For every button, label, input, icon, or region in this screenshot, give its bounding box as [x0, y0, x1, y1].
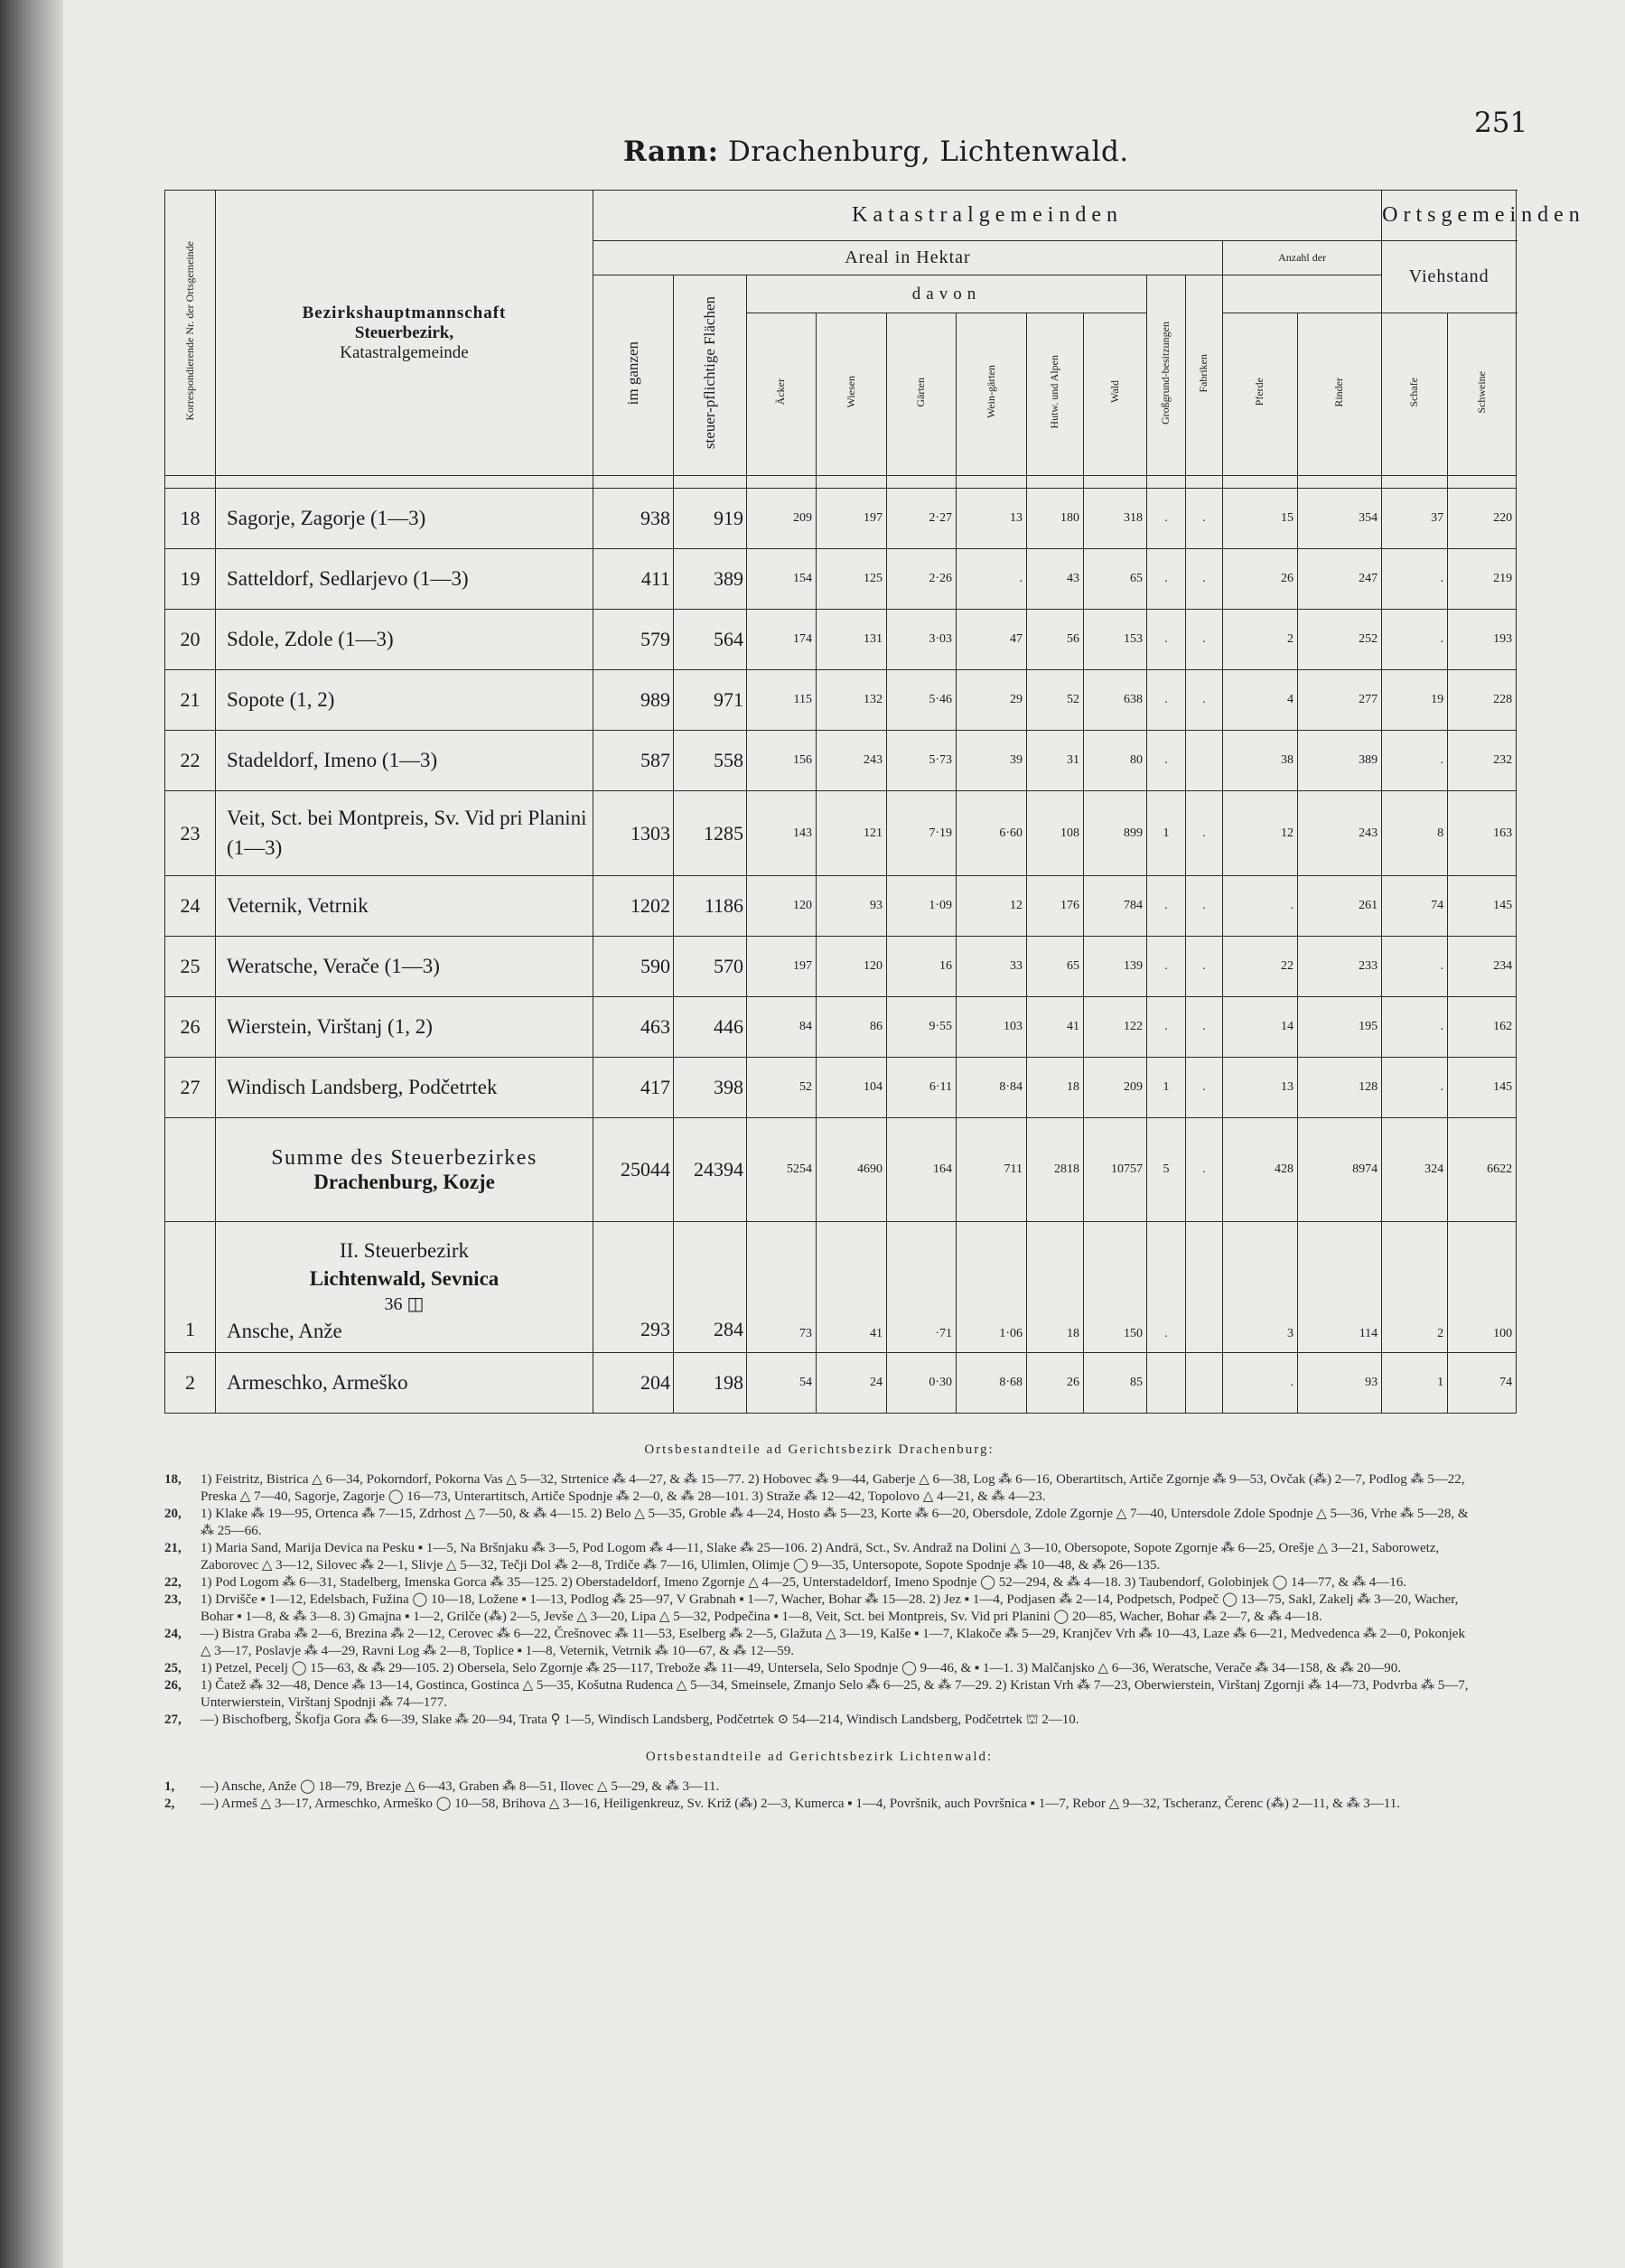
cell-gross: . [1147, 937, 1186, 997]
davon-header: davon [747, 275, 1147, 313]
cell-wiesen: 104 [817, 1058, 887, 1118]
summe-cell-steuer: 24394 [674, 1118, 747, 1222]
cell-steuer: 398 [674, 1058, 747, 1118]
page-header [0, 107, 1625, 181]
cell-rinder: 277 [1298, 670, 1382, 731]
cell-schafe: . [1382, 997, 1448, 1058]
summe-cell-wald: 10757 [1084, 1118, 1147, 1222]
cell-hutw: 31 [1027, 731, 1084, 791]
note-text: 1) Čatež ⁂ 32—48, Dence ⁂ 13—14, Gostinca, Gostinca △ 5—35, Košutna Rudenca △ 5—34, Smeinsele, Zmanjo Selo ⁂ 6—25, & ⁂ 7—29. 2) Kristan Vrh ⁂ 7—23, Oberwierstein, Virštanj Zgornji ⁂ 14—73, Podvrba ⁂ 5—7, Unterwierstein, Virštanj Spodnji ⁂ 74—177. [201, 1678, 1469, 1710]
cell-rinder: 243 [1298, 791, 1382, 876]
cell-pferde: . [1223, 876, 1298, 937]
cell-schafe: 8 [1382, 791, 1448, 876]
cell-rinder: 389 [1298, 731, 1382, 791]
col-pferde: Pferde [1223, 313, 1298, 476]
cell-pferde: 15 [1223, 489, 1298, 549]
summe-cell-ganz: 25044 [593, 1118, 674, 1222]
cell-rinder: 195 [1298, 997, 1382, 1058]
col-grossgrund: Großgrund-besitzungen [1147, 275, 1186, 476]
cell-gross: . [1147, 549, 1186, 610]
cell-aecker: 52 [747, 1058, 817, 1118]
row-number: 27 [165, 1058, 216, 1118]
cell-wald: 784 [1084, 876, 1147, 937]
cell-rinder: 128 [1298, 1058, 1382, 1118]
row-number: 26 [165, 997, 216, 1058]
cell-aecker: 120 [747, 876, 817, 937]
table-row [165, 549, 1517, 610]
cell-ganz: 1202 [593, 876, 674, 937]
cell-schafe: 74 [1382, 876, 1448, 937]
cell-aecker: 209 [747, 489, 817, 549]
summe-cell-gross: 5 [1147, 1118, 1186, 1222]
note-item [164, 1626, 1474, 1660]
anzahl-header: Anzahl der [1223, 241, 1382, 275]
cell-schweine: 232 [1448, 731, 1517, 791]
katastralgemeinde-name: Sopote (1, 2) [216, 670, 593, 731]
cell-aecker: 154 [747, 549, 817, 610]
cell-pferde: 14 [1223, 997, 1298, 1058]
katastralgemeinde-name: Stadeldorf, Imeno (1—3) [216, 731, 593, 791]
cell-fabr: . [1186, 876, 1223, 937]
note-item [164, 1591, 1474, 1626]
summe-cell-aecker: 5254 [747, 1118, 817, 1222]
cell-ganz: 293 [593, 1222, 674, 1353]
cell-wein: 8·68 [957, 1353, 1027, 1414]
cell-fabr: . [1186, 489, 1223, 549]
col-wiesen: Wiesen [817, 313, 887, 476]
cell-steuer: 971 [674, 670, 747, 731]
col-fabriken: Fabriken [1186, 275, 1223, 476]
cell-gaerten: 2·27 [887, 489, 957, 549]
note-item [164, 1540, 1474, 1574]
katastralgemeinde-name: Armeschko, Armeško [216, 1353, 593, 1414]
note-key: 26, [164, 1678, 182, 1693]
note-key: 24, [164, 1627, 182, 1641]
cell-gross: . [1147, 489, 1186, 549]
note-key: 25, [164, 1661, 182, 1675]
cell-schweine: 162 [1448, 997, 1517, 1058]
cell-aecker: 84 [747, 997, 817, 1058]
table-row [165, 670, 1517, 731]
col-schafe: Schafe [1382, 313, 1448, 476]
cell-gaerten: 2·26 [887, 549, 957, 610]
cell-gross: . [1147, 670, 1186, 731]
cell-wald: 85 [1084, 1353, 1147, 1414]
note-item [164, 1660, 1474, 1677]
row-number: 1 [165, 1222, 216, 1353]
cell-schweine: 74 [1448, 1353, 1517, 1414]
summe-cell-rinder: 8974 [1298, 1118, 1382, 1222]
katastralgemeinde-name: Sagorje, Zagorje (1—3) [216, 489, 593, 549]
note-text: —) Armeš △ 3—17, Armeschko, Armeško ◯ 10—58, Brihova △ 3—16, Heiligenkreuz, Sv. Križ (⁂) 2—3, Kumerca ▪ 1—4, Površnik, auch Površnica ▪ 1—7, Rebor △ 9—32, Tscheranz, Čerenc (⁂) 2—11, & ⁂ 3—11. [201, 1797, 1400, 1811]
cell-wald: 638 [1084, 670, 1147, 731]
cell-gaerten: 0·30 [887, 1353, 957, 1414]
summe-cell-fabr: . [1186, 1118, 1223, 1222]
cell-wein: 29 [957, 670, 1027, 731]
cell-gross: . [1147, 876, 1186, 937]
summe-cell-pferde: 428 [1223, 1118, 1298, 1222]
katastralgemeinden-header: Katastralgemeinden [593, 191, 1382, 241]
cell-schweine: 163 [1448, 791, 1517, 876]
cell-fabr: . [1186, 670, 1223, 731]
note-text: —) Bistra Graba ⁂ 2—6, Brezina ⁂ 2—12, Cerovec ⁂ 6—22, Črešnovec ⁂ 11—53, Eselberg ⁂ 2—5, Glažuta △ 3—19, Kalše ▪ 1—7, Klakoče ⁂ 5—29, Kranjčev Vrh ⁂ 10—43, Laze ⁂ 6—21, Medvedenca ⁂ 2—0, Pokonjek △ 3—17, Poslavje ⁂ 4—29, Ravni Log ⁂ 2—8, Toplice ▪ 1—8, Veternik, Vetrnik ⁂ 10—67, & ⁂ 12—59. [201, 1627, 1465, 1658]
summe-row [165, 1118, 1517, 1222]
col-weingaerten: Wein-gärten [957, 313, 1027, 476]
notes-heading-lichtenwald: Ortsbestandteile ad Gerichtsbezirk Lichtenwald: [645, 1750, 994, 1764]
cell-pferde: 13 [1223, 1058, 1298, 1118]
note-text: 1) Pod Logom ⁂ 6—31, Stadelberg, Imenska Gorca ⁂ 35—125. 2) Oberstadeldorf, Imeno Zgornje △ 4—25, Unterstadeldorf, Imeno Spodnje ◯ 52—294, & ⁂ 4—18. 3) Taubendorf, Golobinjek ◯ 14—77, & ⁂ 4—16. [201, 1575, 1406, 1590]
cell-fabr [1186, 1222, 1223, 1353]
cell-rinder: 93 [1298, 1353, 1382, 1414]
col-nr-header: Korrespondierende Nr. der Ortsgemeinde [165, 191, 216, 476]
cell-hutw: 26 [1027, 1353, 1084, 1414]
cell-wald: 153 [1084, 610, 1147, 670]
cell-wald: 65 [1084, 549, 1147, 610]
summe-cell-schweine: 6622 [1448, 1118, 1517, 1222]
cell-aecker: 54 [747, 1353, 817, 1414]
cell-schweine: 193 [1448, 610, 1517, 670]
cell-gaerten: 6·11 [887, 1058, 957, 1118]
note-key: 27, [164, 1713, 182, 1727]
cell-wein: 39 [957, 731, 1027, 791]
note-text: 1) Petzel, Pecelj ◯ 15—63, & ⁂ 29—105. 2) Obersela, Selo Zgornje ⁂ 25—117, Trebože ⁂ 11—49, Untersela, Selo Spodnje ◯ 9—46, & ▪ 1—1. 3) Malčanjsko △ 6—36, Weratsche, Verače ⁂ 34—158, & ⁂ 20—90. [201, 1661, 1402, 1675]
col-schweine: Schweine [1448, 313, 1517, 476]
summe-cell-hutw: 2818 [1027, 1118, 1084, 1222]
cell-wiesen: 120 [817, 937, 887, 997]
note-item [164, 1778, 1474, 1796]
cell-gross: . [1147, 610, 1186, 670]
cell-wald: 318 [1084, 489, 1147, 549]
cell-wein: 1·06 [957, 1222, 1027, 1353]
cell-aecker: 156 [747, 731, 817, 791]
col-hutweiden: Hutw. und Alpen [1027, 313, 1084, 476]
cell-gaerten: 7·19 [887, 791, 957, 876]
cell-wald: 139 [1084, 937, 1147, 997]
cell-wein: 103 [957, 997, 1027, 1058]
note-item [164, 1712, 1474, 1729]
cell-hutw: 52 [1027, 670, 1084, 731]
cell-ganz: 938 [593, 489, 674, 549]
row-number: 21 [165, 670, 216, 731]
cell-gaerten: 9·55 [887, 997, 957, 1058]
cell-schweine: 228 [1448, 670, 1517, 731]
cell-schweine: 145 [1448, 1058, 1517, 1118]
notes-list-lichtenwald [164, 1778, 1474, 1813]
table-row [165, 997, 1517, 1058]
cell-pferde: . [1223, 1353, 1298, 1414]
cell-fabr [1186, 1353, 1223, 1414]
cell-aecker: 115 [747, 670, 817, 731]
notes-heading-drachenburg: Ortsbestandteile ad Gerichtsbezirk Drachenburg: [644, 1442, 995, 1457]
cell-hutw: 18 [1027, 1058, 1084, 1118]
cell-pferde: 4 [1223, 670, 1298, 731]
page-number: 251 [1474, 107, 1528, 139]
cell-fabr: . [1186, 997, 1223, 1058]
running-title-bold: Rann: [623, 135, 719, 168]
katastralgemeinde-name: Wierstein, Virštanj (1, 2) [216, 997, 593, 1058]
cell-pferde: 2 [1223, 610, 1298, 670]
cell-schafe: . [1382, 731, 1448, 791]
cell-wald: 80 [1084, 731, 1147, 791]
table-row [165, 1058, 1517, 1118]
cell-aecker: 174 [747, 610, 817, 670]
cell-gaerten: 16 [887, 937, 957, 997]
viehstand-header: Viehstand [1382, 241, 1517, 313]
table-row [165, 489, 1517, 549]
table-row [165, 610, 1517, 670]
cell-ganz: 587 [593, 731, 674, 791]
cell-pferde: 3 [1223, 1222, 1298, 1353]
table-row [165, 1353, 1517, 1414]
cell-steuer: 284 [674, 1222, 747, 1353]
cell-hutw: 18 [1027, 1222, 1084, 1353]
cell-schweine: 219 [1448, 549, 1517, 610]
cell-fabr: . [1186, 791, 1223, 876]
row-number: 20 [165, 610, 216, 670]
cell-wiesen: 197 [817, 489, 887, 549]
row-number: 22 [165, 731, 216, 791]
table-row [165, 876, 1517, 937]
cell-wiesen: 243 [817, 731, 887, 791]
ortsgemeinden-header: Ortsgemeinden [1382, 191, 1517, 241]
cell-wiesen: 131 [817, 610, 887, 670]
cell-wein: 33 [957, 937, 1027, 997]
note-key: 2, [164, 1797, 175, 1811]
table-body [165, 476, 1517, 1414]
cell-hutw: 180 [1027, 489, 1084, 549]
note-text: 1) Feistritz, Bistrica △ 6—34, Pokorndorf, Pokorna Vas △ 5—32, Strtenice ⁂ 4—27, & ⁂ 15—77. 2) Hobovec ⁂ 9—44, Gaberje △ 6—38, Log ⁂ 6—16, Oberartitsch, Artiče Zgornje ⁂ 9—53, Ovčak (⁂) 2—7, Podlog ⁂ 5—22, Preska △ 7—40, Sagorje, Zagorje ◯ 16—73, Unterartitsch, Artiče Spodnje ⁂ 2—0, & ⁂ 28—101. 3) Straže ⁂ 12—42, Topolovo △ 4—21, & ⁂ 4—23. [201, 1472, 1465, 1504]
katastralgemeinde-name: Veternik, Vetrnik [216, 876, 593, 937]
cell-pferde: 12 [1223, 791, 1298, 876]
cell-schweine: 234 [1448, 937, 1517, 997]
note-text: 1) Maria Sand, Marija Devica na Pesku ▪ 1—5, Na Bršnjaku ⁂ 3—5, Pod Logom ⁂ 4—11, Slake ⁂ 25—106. 2) Andrä, Sct., Sv. Andraž na Dolini △ 3—10, Obersopote, Sopote Zgornje ⁂ 6—25, Orešje △ 3—21, Saborowetz, Zaborovec △ 3—12, Silovec ⁂ 2—1, Slivje △ 5—32, Tečji Dol ⁂ 2—8, Trdiče ⁂ 7—16, Ulimlen, Olimje ◯ 9—35, Untersopote, Sopote Spodnje ⁂ 10—48, & ⁂ 26—135. [201, 1541, 1440, 1573]
book-spine-shadow [0, 0, 63, 2268]
row-number: 24 [165, 876, 216, 937]
cell-schafe: . [1382, 549, 1448, 610]
cell-aecker: 73 [747, 1222, 817, 1353]
cell-ganz: 417 [593, 1058, 674, 1118]
cell-ganz: 1303 [593, 791, 674, 876]
areal-header: Areal in Hektar [593, 241, 1223, 275]
running-title-rest: Drachenburg, Lichtenwald. [727, 135, 1129, 168]
cell-rinder: 261 [1298, 876, 1382, 937]
col-wald: Wald [1084, 313, 1147, 476]
note-item [164, 1506, 1474, 1540]
cell-gaerten: 3·03 [887, 610, 957, 670]
cell-fabr [1186, 731, 1223, 791]
cell-steuer: 570 [674, 937, 747, 997]
cell-ganz: 204 [593, 1353, 674, 1414]
cell-rinder: 354 [1298, 489, 1382, 549]
note-item [164, 1677, 1474, 1712]
row-number: 23 [165, 791, 216, 876]
note-text: —) Ansche, Anže ◯ 18—79, Brezje △ 6—43, Graben ⁂ 8—51, Ilovec △ 5—29, & ⁂ 3—11. [201, 1779, 720, 1794]
row-number: 25 [165, 937, 216, 997]
cell-wald: 150 [1084, 1222, 1147, 1353]
note-text: 1) Drvišče ▪ 1—12, Edelsbach, Fužina ◯ 10—18, Ložene ▪ 1—13, Podlog ⁂ 25—97, V Grabnah ▪ 1—7, Wacher, Bohar ⁂ 15—28. 2) Jez ▪ 1—4, Podjasen ⁂ 2—14, Podpetsch, Podpeč ◯ 13—75, Sakl, Zakelj ⁂ 3—20, Wacher, Bohar ▪ 1—8, & ⁂ 3—8. 3) Gmajna ▪ 1—2, Grilče (⁂) 2—5, Jevše △ 3—20, Lipa △ 5—32, Podpečina ▪ 1—8, Veit, Sct. bei Montpreis, Sv. Vid pri Planini ◯ 20—85, Wacher, Bohar ⁂ 2—7, & ⁂ 4—18. [201, 1592, 1459, 1624]
row-number: 2 [165, 1353, 216, 1414]
col-aecker: Äcker [747, 313, 817, 476]
cell-wein: 8·84 [957, 1058, 1027, 1118]
katastralgemeinde-name: Windisch Landsberg, Podčetrtek [216, 1058, 593, 1118]
cell-pferde: 22 [1223, 937, 1298, 997]
cell-hutw: 65 [1027, 937, 1084, 997]
note-text: 1) Klake ⁂ 19—95, Ortenca ⁂ 7—15, Zdrhost △ 7—50, & ⁂ 4—15. 2) Belo △ 5—35, Groble ⁂ 4—24, Hosto ⁂ 5—23, Korte ⁂ 6—20, Obersdole, Zdole Zgornje △ 7—40, Untersdole Zdole Spodnje △ 5—36, Vrhe ⁂ 5—28, & ⁂ 25—66. [201, 1507, 1469, 1538]
cell-rinder: 247 [1298, 549, 1382, 610]
note-key: 1, [164, 1779, 175, 1794]
col-im-ganzen: im ganzen [593, 275, 674, 476]
cell-schafe: 1 [1382, 1353, 1448, 1414]
cell-schweine: 145 [1448, 876, 1517, 937]
col-gaerten: Gärten [887, 313, 957, 476]
cell-gross: . [1147, 997, 1186, 1058]
katastralgemeinde-name: Ansche, Anže [227, 1319, 342, 1342]
cell-wiesen: 121 [817, 791, 887, 876]
running-title [623, 135, 1129, 168]
cell-wiesen: 132 [817, 670, 887, 731]
cell-rinder: 114 [1298, 1222, 1382, 1353]
cell-steuer: 564 [674, 610, 747, 670]
cell-gaerten: 5·73 [887, 731, 957, 791]
note-key: 23, [164, 1592, 182, 1607]
cell-schafe: . [1382, 937, 1448, 997]
notes-list-drachenburg [164, 1471, 1474, 1729]
cell-ganz: 411 [593, 549, 674, 610]
cell-ganz: 590 [593, 937, 674, 997]
spacer-row [165, 476, 1517, 489]
cell-schafe: . [1382, 1058, 1448, 1118]
cell-aecker: 143 [747, 791, 817, 876]
cell-wald: 209 [1084, 1058, 1147, 1118]
cell-steuer: 1285 [674, 791, 747, 876]
summe-label: Summe des Steuerbezirkes Drachenburg, Kozje [216, 1118, 593, 1222]
cell-ganz: 463 [593, 997, 674, 1058]
cell-wald: 899 [1084, 791, 1147, 876]
cell-gross [1147, 1353, 1186, 1414]
cell-aecker: 197 [747, 937, 817, 997]
note-text: —) Bischofberg, Škofja Gora ⁂ 6—39, Slake ⁂ 20—94, Trata ⚲ 1—5, Windisch Landsberg, Podčetrtek ⊙ 54—214, Windisch Landsberg, Podčetrtek ⛫ 2—10. [201, 1713, 1079, 1727]
cell-wiesen: 86 [817, 997, 887, 1058]
col-steuerpflichtig: steuer-pflichtige Flächen [674, 275, 747, 476]
cell-hutw: 43 [1027, 549, 1084, 610]
cell-wein: . [957, 549, 1027, 610]
cell-wiesen: 24 [817, 1353, 887, 1414]
cell-schweine: 220 [1448, 489, 1517, 549]
note-key: 22, [164, 1575, 182, 1590]
cell-schafe: 37 [1382, 489, 1448, 549]
table-row [165, 937, 1517, 997]
cell-wiesen: 125 [817, 549, 887, 610]
cell-gross: 1 [1147, 1058, 1186, 1118]
cell-steuer: 558 [674, 731, 747, 791]
row-number: 19 [165, 549, 216, 610]
katastralgemeinde-name: Satteldorf, Sedlarjevo (1—3) [216, 549, 593, 610]
cell-hutw: 56 [1027, 610, 1084, 670]
note-item [164, 1796, 1474, 1813]
cell-hutw: 41 [1027, 997, 1084, 1058]
cell-hutw: 176 [1027, 876, 1084, 937]
cell-fabr: . [1186, 1058, 1223, 1118]
cell-gross: 1 [1147, 791, 1186, 876]
cell-pferde: 26 [1223, 549, 1298, 610]
cell-wiesen: 41 [817, 1222, 887, 1353]
footnotes [164, 1436, 1474, 1813]
cell-steuer: 198 [674, 1353, 747, 1414]
summe-cell-schafe: 324 [1382, 1118, 1448, 1222]
cell-schafe: . [1382, 610, 1448, 670]
katastralgemeinde-name: Sdole, Zdole (1—3) [216, 610, 593, 670]
note-key: 18, [164, 1472, 182, 1487]
cell-steuer: 446 [674, 997, 747, 1058]
note-key: 20, [164, 1507, 182, 1521]
summe-cell-gaerten: 164 [887, 1118, 957, 1222]
table-row [165, 731, 1517, 791]
cell-steuer: 919 [674, 489, 747, 549]
cell-wein: 13 [957, 489, 1027, 549]
cell-rinder: 252 [1298, 610, 1382, 670]
cell-wein: 47 [957, 610, 1027, 670]
cell-wein: 12 [957, 876, 1027, 937]
cell-pferde: 38 [1223, 731, 1298, 791]
row-number: 18 [165, 489, 216, 549]
statistics-table [164, 190, 1585, 1414]
section-header-lichtenwald: II. Steuerbezirk Lichtenwald, Sevnica 36 ◫ Ansche, Anže [216, 1222, 593, 1353]
cell-gross: . [1147, 731, 1186, 791]
note-item [164, 1471, 1474, 1506]
cell-wein: 6·60 [957, 791, 1027, 876]
col-rinder: Rinder [1298, 313, 1382, 476]
cell-ganz: 989 [593, 670, 674, 731]
cell-schweine: 100 [1448, 1222, 1517, 1353]
summe-cell-wiesen: 4690 [817, 1118, 887, 1222]
summe-cell-wein: 711 [957, 1118, 1027, 1222]
cell-gaerten: 1·09 [887, 876, 957, 937]
col-bezirk-header: Bezirkshauptmannschaft Steuerbezirk, Katastralgemeinde [216, 191, 593, 476]
cell-schafe: 19 [1382, 670, 1448, 731]
table-row [165, 1222, 1517, 1353]
cell-fabr: . [1186, 610, 1223, 670]
cell-steuer: 389 [674, 549, 747, 610]
table-row [165, 791, 1517, 876]
note-item [164, 1574, 1474, 1591]
katastralgemeinde-name: Veit, Sct. bei Montpreis, Sv. Vid pri Planini (1—3) [216, 791, 593, 876]
note-key: 21, [164, 1541, 182, 1555]
cell-wiesen: 93 [817, 876, 887, 937]
cell-gross: . [1147, 1222, 1186, 1353]
cell-fabr: . [1186, 937, 1223, 997]
katastralgemeinde-name: Weratsche, Verače (1—3) [216, 937, 593, 997]
cell-steuer: 1186 [674, 876, 747, 937]
cell-gaerten: 5·46 [887, 670, 957, 731]
cell-hutw: 108 [1027, 791, 1084, 876]
cell-rinder: 233 [1298, 937, 1382, 997]
cell-gaerten: ·71 [887, 1222, 957, 1353]
cell-schafe: 2 [1382, 1222, 1448, 1353]
cell-wald: 122 [1084, 997, 1147, 1058]
cell-ganz: 579 [593, 610, 674, 670]
cell-fabr: . [1186, 549, 1223, 610]
